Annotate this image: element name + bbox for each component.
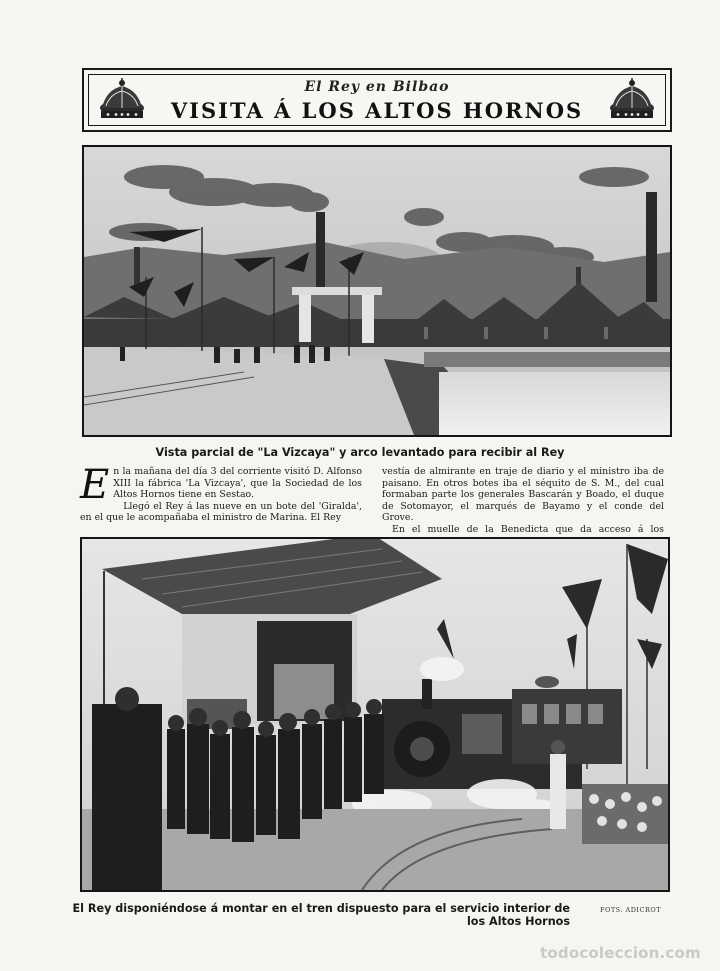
factory-photo-caption: Vista parcial de "La Vizcaya" y arco levantado para recibir al Rey [155,446,565,459]
article-paragraph: Llegó el Rey á las nueve en un bote del 'Giralda', en el que le acompañaba el ministro de Marina. El Rey [80,500,362,524]
train-photo [80,537,670,892]
site-watermark: todocoleccion.com [540,944,701,962]
headline: VISITA Á LOS ALTOS HORNOS [170,98,584,123]
article-paragraph: vestía de almirante en traje de diario y el ministro iba de paisano. En otros botes iba el séquito de S. M., del cual formaban parte los generales Bascarán y Boado, el duque de Sotomayor, el marqués de Bayamo y el conde del Grove. [382,466,664,524]
article-body [80,462,670,535]
train-photo-caption: El Rey disponiéndose á montar en el tren dispuesto para el servicio interior de los Altos Hornos [72,902,570,928]
train-photo-illustration [82,539,668,890]
article-paragraph: n la mañana del día 3 del corriente visitó D. Alfonso XIII la fábrica 'La Vizcaya', que la Sociedad de los Altos Hornos tiene en Sestao. [113,466,362,501]
royal-crown-icon [606,78,658,124]
factory-photo-illustration [84,147,670,435]
article-column-1 [80,462,362,524]
drop-cap: E [80,462,110,508]
article-paragraph: En el muelle de la Benedicta que da acceso á los [392,523,664,535]
photo-credit: FOTS. ADICROT [600,906,662,914]
kicker-text: El Rey en Bilbao [304,79,450,95]
factory-photo [82,145,672,437]
article-column-2 [382,466,664,547]
title-banner [82,68,672,132]
